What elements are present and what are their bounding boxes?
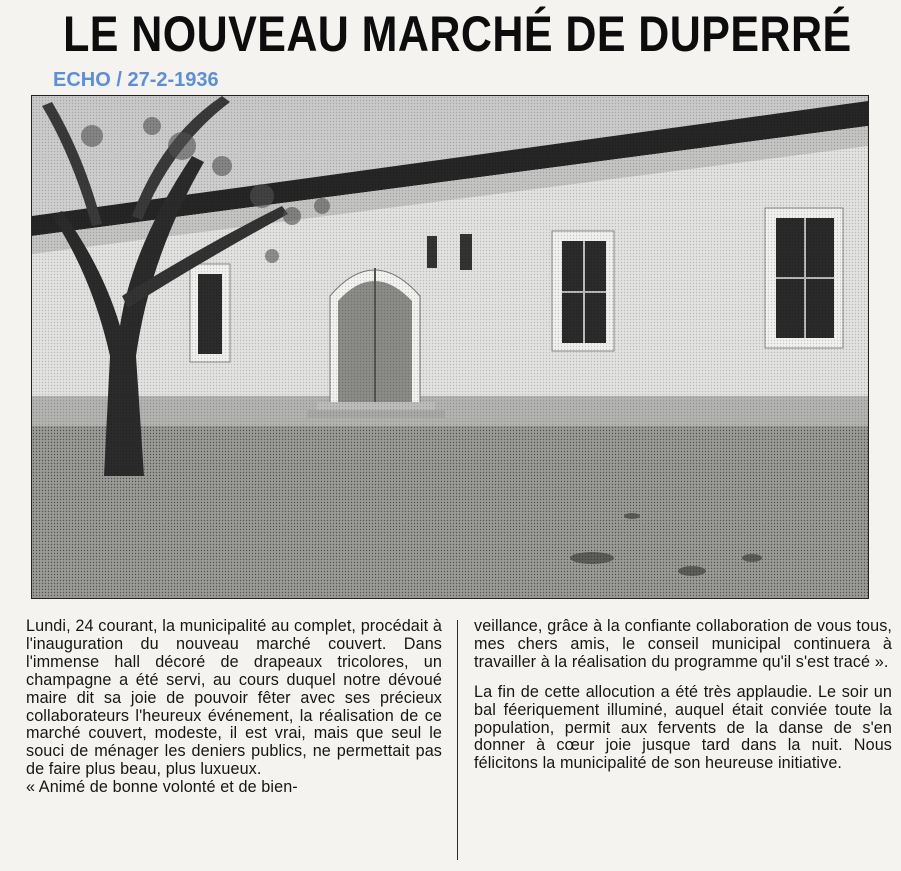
column-divider (457, 620, 458, 860)
article-paragraph: veillance, grâce à la confiante collaboration de vous tous, mes chers amis, le conseil municipal continuera à travailler à la réalisation du programme qu'il s'est tracé ». (474, 617, 892, 671)
article-column-left (26, 618, 442, 797)
article-paragraph: La fin de cette allocution a été très applaudie. Le soir un bal féeriquement illuminé, auquel était conviée toute la population, permit aux fervents de la danse de s'en donner à cœur joie jusque tard dans la nuit. Nous félicitons la municipalité de son heureuse initiative. (474, 682, 892, 773)
article-column-right (474, 618, 892, 773)
headline: LE NOUVEAU MARCHÉ DE DUPERRÉ (63, 6, 852, 62)
market-building-photo (31, 95, 869, 599)
article-paragraph: Lundi, 24 courant, la municipalité au complet, procédait à l'inauguration du nouveau marché couvert. Dans l'immense hall décoré de drapeaux tricolores, un champagne a été servi, au cours duquel notre dévoué maire dit sa joie de pouvoir fêter avec ses précieux collaborateurs l'heureux événement, la réalisation de ce marché couvert, modeste, il est vrai, mais que seul le souci de ménager les deniers publics, ne permettait pas de faire plus beau, plus luxueux. (26, 617, 442, 779)
article-paragraph: « Animé de bonne volonté et de bien- (26, 778, 298, 797)
photo-illustration (32, 96, 868, 598)
source-tag: ECHO / 27-2-1936 (53, 69, 219, 91)
